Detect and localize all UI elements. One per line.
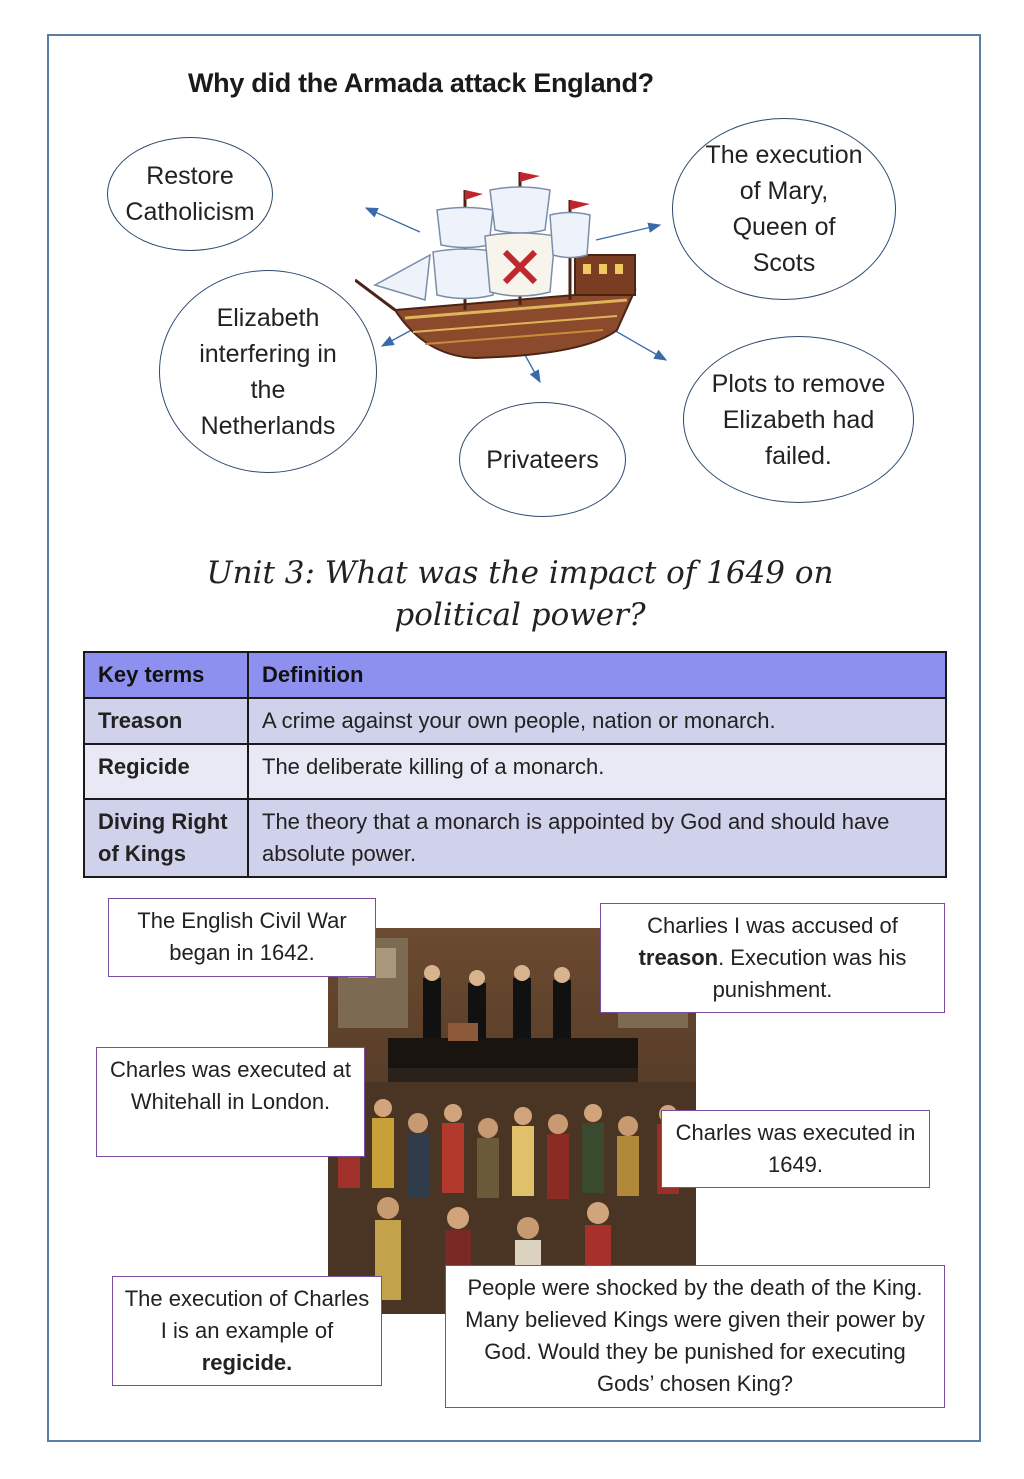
note-civil-war: The English Civil War began in 1642.	[108, 898, 376, 977]
note-whitehall: Charles was executed at Whitehall in London.	[96, 1047, 365, 1157]
note-regicide: The execution of Charles I is an example of regicide.	[112, 1276, 382, 1386]
term-cell: Regicide	[84, 744, 248, 799]
treason-bold: treason	[638, 945, 719, 970]
table-header-row	[84, 652, 946, 698]
header-definition: Definition	[248, 652, 946, 698]
bubble-privateers: Privateers	[459, 402, 626, 517]
regicide-bold: regicide.	[201, 1350, 293, 1375]
key-terms-table	[83, 651, 947, 878]
note-shocked: People were shocked by the death of the King. Many believed Kings were given their power by God. Would they be punished for executing Gods’ chosen King?	[445, 1265, 945, 1408]
bubble-restore-catholicism: Restore Catholicism	[107, 137, 273, 251]
bubble-elizabeth-netherlands: Elizabeth interfering in the Netherlands	[159, 270, 377, 473]
note-1649: Charles was executed in 1649.	[661, 1110, 930, 1188]
term-cell: Diving Right of Kings	[84, 799, 248, 877]
definition-cell: The deliberate killing of a monarch.	[248, 744, 946, 799]
term-cell: Treason	[84, 698, 248, 744]
note-treason: Charlies I was accused of treason. Execution was his punishment.	[600, 903, 945, 1013]
bubble-plots: Plots to remove Elizabeth had failed.	[683, 336, 914, 503]
header-key-terms: Key terms	[84, 652, 248, 698]
definition-cell: A crime against your own people, nation or monarch.	[248, 698, 946, 744]
page-title: Why did the Armada attack England?	[188, 68, 654, 98]
unit-title: Unit 3: What was the impact of 1649 on political power?	[206, 555, 834, 633]
bubble-execution-mary: The execution of Mary, Queen of Scots	[672, 118, 896, 300]
table-row	[84, 799, 946, 877]
armada-ship-icon	[355, 160, 675, 390]
table-row	[84, 698, 946, 744]
definition-cell: The theory that a monarch is appointed by God and should have absolute power.	[248, 799, 946, 877]
table-row	[84, 744, 946, 799]
